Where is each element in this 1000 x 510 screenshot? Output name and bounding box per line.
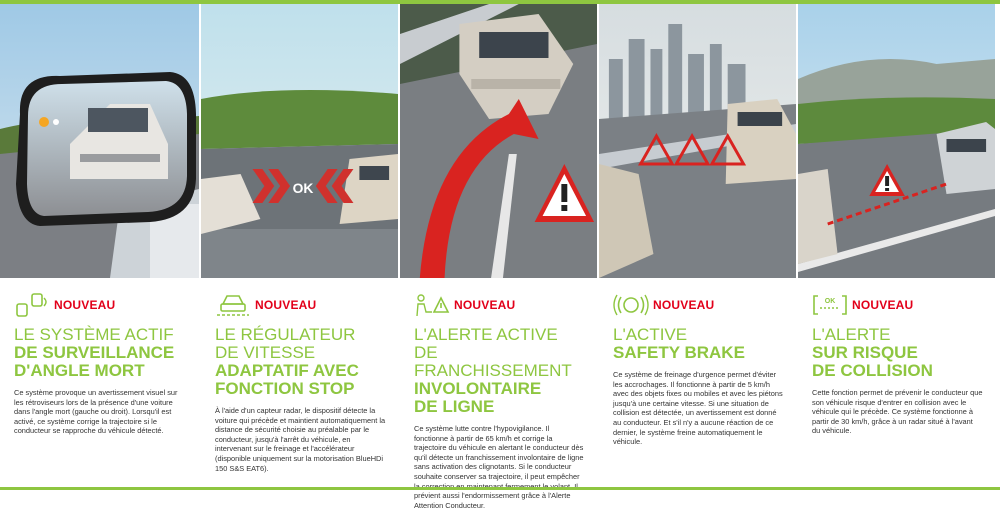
- icon-ok-label: OK: [824, 298, 836, 305]
- title-line: L'ALERTE: [812, 325, 891, 344]
- lane-warning-icon: [414, 292, 450, 318]
- panel-lane-departure: [398, 4, 597, 510]
- panel-text-lane-departure: [400, 278, 597, 510]
- title-line: DE COLLISION: [812, 361, 933, 380]
- title-line: DE LIGNE: [414, 397, 495, 416]
- panel-text-blind-spot: [0, 278, 199, 487]
- title-line: SAFETY BRAKE: [613, 343, 745, 362]
- panel-description: Ce système de freinage d'urgence permet d'éviter les accrochages. Il fonctionne à partir de 5 km/h avec des objets fixes ou mobiles et avec les piétons jusqu'à une certaine vitesse. Si une situation de collision est détectée, un avertissement est donné au conducteur. Et s'il n'y a aucune réaction de ce dernier, le système freine automatiquement le véhicule.: [613, 370, 783, 447]
- panel-title: [14, 326, 187, 380]
- title-line: DE VITESSE: [215, 343, 316, 362]
- title-line: LE SYSTÈME ACTIF: [14, 325, 174, 344]
- blind-spot-icon: [14, 292, 50, 318]
- title-line: ADAPTATIF AVEC: [215, 361, 359, 380]
- nouveau-badge: NOUVEAU: [454, 298, 516, 312]
- photo-collision-risk: [798, 4, 995, 278]
- collision-risk-icon: [812, 292, 848, 318]
- title-line: INVOLONTAIRE: [414, 379, 542, 398]
- panel-text-adaptive-cruise: [201, 278, 398, 487]
- panel-title: [613, 326, 784, 362]
- panel-title: [812, 326, 983, 380]
- nouveau-badge: NOUVEAU: [54, 298, 116, 312]
- cruise-control-icon: [215, 292, 251, 318]
- photo-ok-label: OK: [292, 179, 314, 197]
- photo-blind-spot: [0, 4, 199, 278]
- nouveau-badge: NOUVEAU: [852, 298, 914, 312]
- panel-description: À l'aide d'un capteur radar, le dispositif détecte la voiture qui précède et maintient automatiquement la distance de sécurité choisie au préalable par le conducteur, jusqu'à l'arrêt du véhicule, en intervenant sur le freinage et l'accélérateur (disponible uniquement sur la motorisation BlueHDi 150 S&S EAT6).: [215, 406, 386, 473]
- title-line: L'ALERTE ACTIVE DE: [414, 325, 558, 362]
- panel-description: Ce système lutte contre l'hypovigilance. Il fonctionne à partir de 65 km/h et corrige la trajectoire du véhicule en alertant le conducteur dès qu'il détecte un franchissement involontaire de ligne sans activation des clignotants. Si le conducteur souhaite conserver sa trajectoire, il peut empêcher prévient aussi l'endormissement grâce à l'Alerte Attention Conducteur.: [414, 424, 584, 510]
- panel-text-collision-risk: [798, 278, 995, 487]
- panel-text-safety-brake: [599, 278, 796, 487]
- panel-adaptive-cruise: [199, 4, 398, 487]
- title-line: FRANCHISSEMENT: [414, 361, 572, 380]
- photo-lane-departure: [400, 4, 597, 278]
- safety-brake-icon: [613, 292, 649, 318]
- nouveau-badge: NOUVEAU: [653, 298, 715, 312]
- title-line: SUR RISQUE: [812, 343, 918, 362]
- panel-safety-brake: [597, 4, 796, 487]
- panel-description: Ce système provoque un avertissement visuel sur les rétroviseurs lors de la présence d'une voiture dans l'angle mort (gauche ou droit). Lorsqu'il est activé, ce système corrige la trajectoire si le conducteur se rapproche du véhicule détecté.: [14, 388, 178, 436]
- photo-safety-brake: [599, 4, 796, 278]
- title-line: D'ANGLE MORT: [14, 361, 145, 380]
- feature-panels: [0, 4, 1000, 510]
- panel-title: [414, 326, 585, 416]
- title-line: L'ACTIVE: [613, 325, 688, 344]
- bottom-green-rule: [0, 487, 1000, 490]
- panel-collision-risk: [796, 4, 995, 487]
- panel-blind-spot: [0, 4, 199, 487]
- title-line: LE RÉGULATEUR: [215, 325, 356, 344]
- panel-title: [215, 326, 386, 398]
- panel-description: Cette fonction permet de prévenir le conducteur que son véhicule risque d'entrer en collision avec le véhicule qui le précède. Ce système fonctionne à partir de 30 km/h, grâce à un radar situé à l'avant du véhicule.: [812, 388, 983, 436]
- title-line: FONCTION STOP: [215, 379, 355, 398]
- nouveau-badge: NOUVEAU: [255, 298, 317, 312]
- photo-adaptive-cruise: [201, 4, 398, 278]
- title-line: DE SURVEILLANCE: [14, 343, 175, 362]
